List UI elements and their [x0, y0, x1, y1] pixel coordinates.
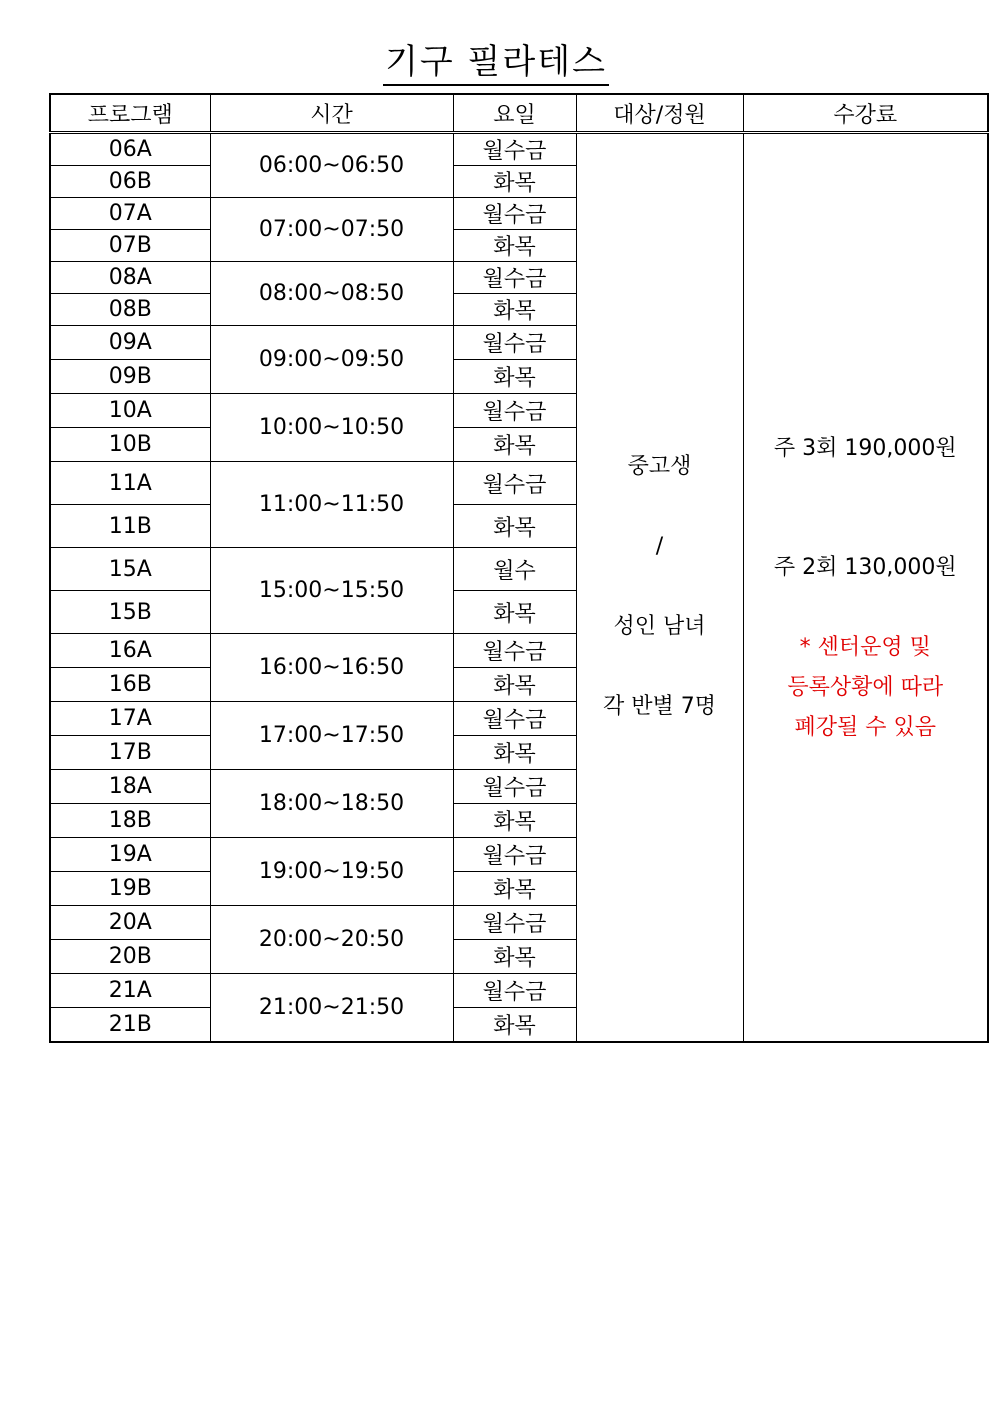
target-line-3: 성인 남녀 [613, 614, 706, 639]
program-cell: 07B [50, 230, 210, 262]
program-cell: 17B [50, 736, 210, 770]
day-cell: 월수금 [453, 394, 576, 428]
day-cell: 월수 [453, 548, 576, 591]
header-program: 프로그램 [50, 94, 210, 133]
header-target: 대상/정원 [576, 94, 743, 133]
fee-notice-1: * 센터운영 및 [799, 635, 931, 660]
target-line-2: / [655, 534, 664, 559]
day-cell: 화목 [453, 1008, 576, 1043]
program-cell: 10A [50, 394, 210, 428]
day-cell: 화목 [453, 505, 576, 548]
fee-notice-3: 폐강될 수 있음 [794, 715, 936, 740]
target-line-4: 각 반별 7명 [603, 694, 716, 719]
title-text: 기구 필라테스 [383, 40, 609, 86]
program-cell: 08B [50, 294, 210, 326]
schedule-table [49, 93, 989, 1043]
day-cell: 월수금 [453, 198, 576, 230]
program-cell: 06A [50, 133, 210, 166]
day-cell: 화목 [453, 428, 576, 462]
program-cell: 19A [50, 838, 210, 872]
day-cell: 화목 [453, 360, 576, 394]
program-cell: 17A [50, 702, 210, 736]
time-cell: 07:00~07:50 [210, 198, 453, 262]
program-cell: 07A [50, 198, 210, 230]
day-cell: 화목 [453, 736, 576, 770]
header-fee: 수강료 [743, 94, 988, 133]
fee-cell [743, 133, 988, 1043]
program-cell: 15B [50, 591, 210, 634]
day-cell: 월수금 [453, 326, 576, 360]
day-cell: 월수금 [453, 133, 576, 166]
day-cell: 화목 [453, 804, 576, 838]
table-row [50, 133, 988, 166]
time-cell: 06:00~06:50 [210, 133, 453, 198]
time-cell: 10:00~10:50 [210, 394, 453, 462]
day-cell: 화목 [453, 166, 576, 198]
program-cell: 20B [50, 940, 210, 974]
day-cell: 화목 [453, 294, 576, 326]
fee-2x-weekly: 주 2회 130,000원 [773, 555, 957, 580]
day-cell: 월수금 [453, 838, 576, 872]
program-cell: 20A [50, 906, 210, 940]
header-row [50, 94, 988, 133]
program-cell: 11A [50, 462, 210, 505]
program-cell: 18A [50, 770, 210, 804]
day-cell: 화목 [453, 230, 576, 262]
day-cell: 월수금 [453, 262, 576, 294]
time-cell: 21:00~21:50 [210, 974, 453, 1043]
day-cell: 월수금 [453, 634, 576, 668]
program-cell: 10B [50, 428, 210, 462]
day-cell: 월수금 [453, 702, 576, 736]
program-cell: 19B [50, 872, 210, 906]
time-cell: 08:00~08:50 [210, 262, 453, 326]
time-cell: 16:00~16:50 [210, 634, 453, 702]
program-cell: 15A [50, 548, 210, 591]
program-cell: 16A [50, 634, 210, 668]
time-cell: 17:00~17:50 [210, 702, 453, 770]
header-day: 요일 [453, 94, 576, 133]
program-cell: 09B [50, 360, 210, 394]
program-cell: 06B [50, 166, 210, 198]
target-line-1: 중고생 [627, 454, 692, 479]
program-cell: 08A [50, 262, 210, 294]
time-cell: 09:00~09:50 [210, 326, 453, 394]
time-cell: 19:00~19:50 [210, 838, 453, 906]
day-cell: 월수금 [453, 906, 576, 940]
target-cell [576, 133, 743, 1043]
fee-3x-weekly: 주 3회 190,000원 [773, 436, 957, 461]
day-cell: 화목 [453, 940, 576, 974]
document-title [0, 40, 992, 86]
program-cell: 21A [50, 974, 210, 1008]
header-time: 시간 [210, 94, 453, 133]
program-cell: 16B [50, 668, 210, 702]
day-cell: 월수금 [453, 770, 576, 804]
day-cell: 월수금 [453, 974, 576, 1008]
fee-notice-2: 등록상황에 따라 [787, 675, 944, 700]
time-cell: 15:00~15:50 [210, 548, 453, 634]
program-cell: 09A [50, 326, 210, 360]
program-cell: 21B [50, 1008, 210, 1043]
time-cell: 20:00~20:50 [210, 906, 453, 974]
day-cell: 화목 [453, 668, 576, 702]
time-cell: 18:00~18:50 [210, 770, 453, 838]
day-cell: 월수금 [453, 462, 576, 505]
program-cell: 11B [50, 505, 210, 548]
program-cell: 18B [50, 804, 210, 838]
day-cell: 화목 [453, 591, 576, 634]
day-cell: 화목 [453, 872, 576, 906]
time-cell: 11:00~11:50 [210, 462, 453, 548]
